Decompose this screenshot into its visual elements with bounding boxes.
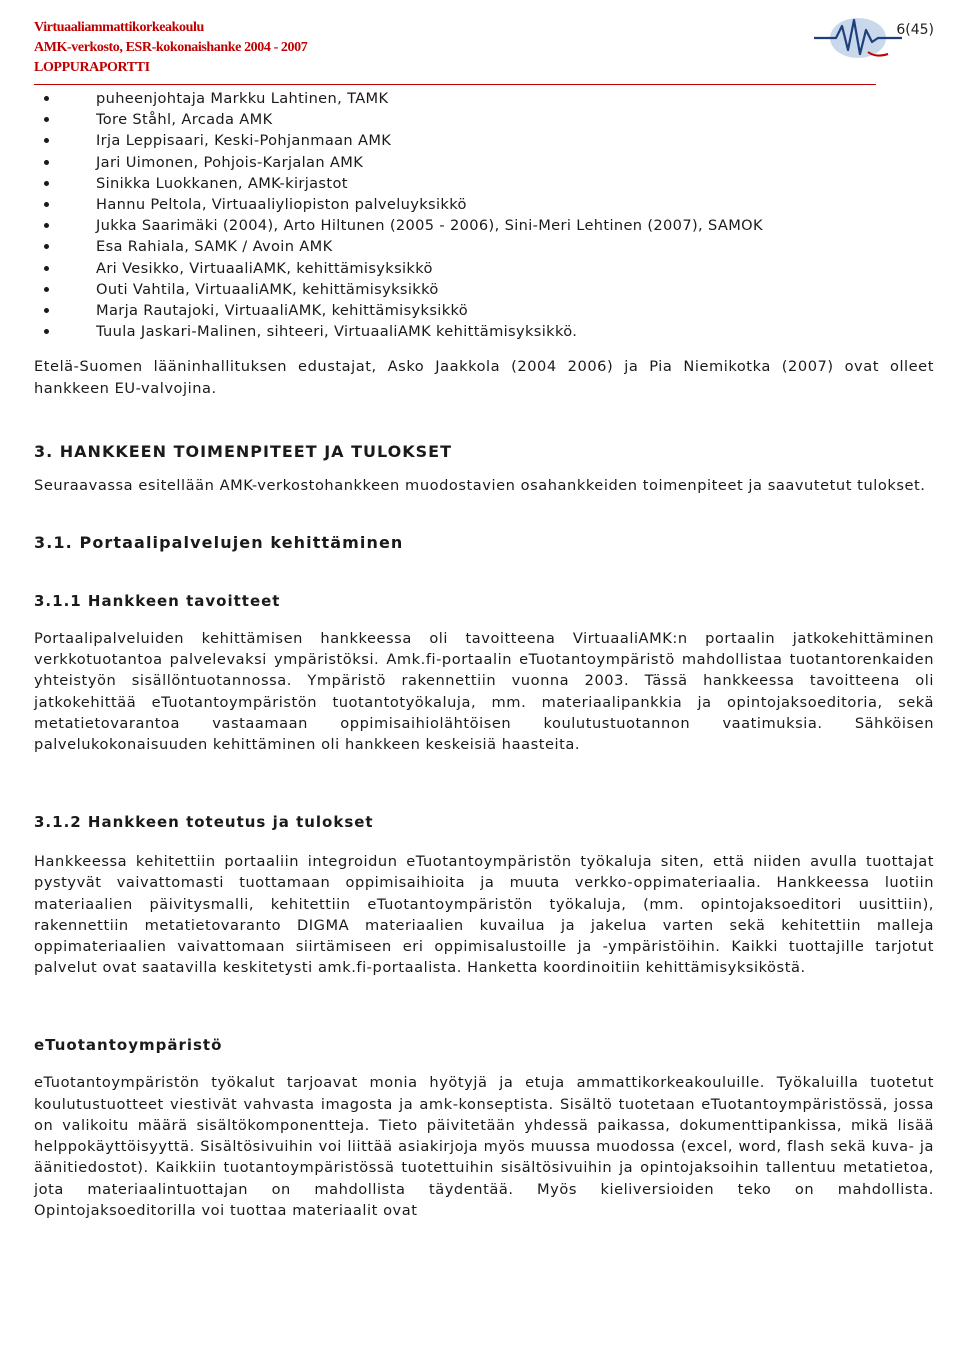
bullet-icon <box>44 244 49 249</box>
page-number: 6(45) <box>896 22 934 38</box>
bullet-icon <box>44 202 49 207</box>
section-3-heading: 3. HANKKEEN TOIMENPITEET JA TULOKSET <box>34 441 453 461</box>
section-3-1-2-heading: 3.1.2 Hankkeen toteutus ja tulokset <box>34 813 374 832</box>
page-header <box>34 12 934 92</box>
bullet-icon <box>44 181 49 186</box>
bullet-icon <box>44 160 49 165</box>
list-item: Outi Vahtila, VirtuaaliAMK, kehittämisyksikkö <box>34 279 934 300</box>
etuotanto-paragraph: eTuotantoympäristön työkalut tarjoavat monia hyötyjä ja etuja ammattikorkeakouluille. Työkaluilla tuotetut koulutustuotteet viestivät vahvasta imagosta ja amk-konseptista. Sisältö tuotetaan eTuotantoympäristössä, jossa on valikoitu määrä sisältökomponentteja. Tieto päivitetään yhdessä paikassa, dokumenttipankissa, mikä lisää helppokäyttöisyyttä. Sisältösivuihin voi liittää asiakirjoja myös muussa muodossa (excel, word, flash sekä kuva- ja äänitiedostot). Kaikkiin tuotantoympäristössä tuotettuihin sisältösivuihin ja opintojaksoihin tallentuu metatietoa, jota materiaalintuottajan on mahdollista täydentää. Myös kieliversioiden teko on mahdollista. Opintojaksoeditorilla voi tuottaa materiaalit ovat <box>34 1074 934 1219</box>
bullet-icon <box>44 329 49 334</box>
header-institution: Virtuaaliammattikorkeakoulu <box>34 20 204 35</box>
section-3-1-heading: 3.1. Portaalipalvelujen kehittäminen <box>34 533 404 553</box>
section-3-intro: Seuraavassa esitellään AMK-verkostohankkeen muodostavien osahankkeiden toimenpiteet ja saavutetut tulokset. <box>34 476 926 494</box>
bullet-icon <box>44 117 49 122</box>
list-item: Tuula Jaskari-Malinen, sihteeri, VirtuaaliAMK kehittämisyksikkö. <box>34 321 934 342</box>
list-item: Tore Ståhl, Arcada AMK <box>34 109 934 130</box>
section-3-1-2-paragraph: Hankkeessa kehitettiin portaaliin integroidun eTuotantoympäristön työkaluja siten, että niiden avulla tuottajat pystyvät vaivattomasti tuottamaan oppimisaihioita ja muuta verkko-oppimateriaalia. Hankkeessa luotiin materiaalien päivitysmalli, kehitettiin eTuotantoympäristön työkaluja, (mm. opintojaksoeditori uusittiin), rakennettiin metatietovaranto DIGMA materiaalien kuvailua ja jakelua varten sekä kehitettiin malleja oppimateriaalien vaivattomaan siirtämiseen eri oppimisalustoille ja -ympäristöihin. Kaikki tuottajille tarjotut palvelut ovat saatavilla keskitetysti amk.fi-portaalista. Hanketta koordinoitiin kehittämisyksiköstä. <box>34 853 934 977</box>
list-item: Hannu Peltola, Virtuaaliyliopiston palveluyksikkö <box>34 194 934 215</box>
bullet-icon <box>44 287 49 292</box>
list-item: Irja Leppisaari, Keski-Pohjanmaan AMK <box>34 130 934 151</box>
list-item: Jukka Saarimäki (2004), Arto Hiltunen (2005 - 2006), Sini-Meri Lehtinen (2007), SAMOK <box>34 215 934 236</box>
list-item: puheenjohtaja Markku Lahtinen, TAMK <box>34 88 934 109</box>
header-divider <box>34 84 876 85</box>
list-item: Sinikka Luokkanen, AMK-kirjastot <box>34 173 934 194</box>
header-text-block <box>34 18 307 78</box>
bullet-icon <box>44 138 49 143</box>
list-item: Jari Uimonen, Pohjois-Karjalan AMK <box>34 152 934 173</box>
bullet-icon <box>44 266 49 271</box>
header-project: AMK-verkosto, ESR-kokonaishanke 2004 - 2007 <box>34 40 308 55</box>
document-body <box>34 88 934 1221</box>
section-3-1-1-paragraph: Portaalipalveluiden kehittämisen hankkeessa oli tavoitteena VirtuaaliAMK:n portaalin jatkokehittäminen verkkotuotantoa palvelevaksi ympäristöksi. Amk.fi-portaalin eTuotantoympäristö mahdollistaa tuotantorenkaiden yhteistyön sisällöntuotannossa. Ympäristö rakennettiin vuonna 2003. Tässä hankkeessa tavoitteena oli jatkokehittää eTuotantoympäristön tuotantotyökaluja, mm. materiaalipankkia ja opintojaksoeditoria, sekä metatietovarantoa vastaamaan oppimisaihiolähtöisen koulutustuotannon vaatimuksia. Sähköisen palvelukokonaisuuden kehittäminen oli hankkeen keskeisiä haasteita. <box>34 630 934 754</box>
bullet-icon <box>44 308 49 313</box>
list-item: Esa Rahiala, SAMK / Avoin AMK <box>34 236 934 257</box>
steering-group-list <box>34 88 934 342</box>
etuotanto-heading: eTuotantoympäristö <box>34 1036 223 1055</box>
header-doc-type: LOPPURAPORTTI <box>34 60 150 75</box>
section-3-1-1-heading: 3.1.1 Hankkeen tavoitteet <box>34 592 281 611</box>
bullet-icon <box>44 223 49 228</box>
list-item: Ari Vesikko, VirtuaaliAMK, kehittämisyksikkö <box>34 258 934 279</box>
virtuaaliamk-logo-icon <box>812 12 904 62</box>
list-item: Marja Rautajoki, VirtuaaliAMK, kehittämisyksikkö <box>34 300 934 321</box>
eu-supervisors-paragraph: Etelä-Suomen lääninhallituksen edustajat, Asko Jaakkola (2004 2006) ja Pia Niemikotka (2007) ovat olleet hankkeen EU-valvojina. <box>34 358 934 397</box>
bullet-icon <box>44 96 49 101</box>
